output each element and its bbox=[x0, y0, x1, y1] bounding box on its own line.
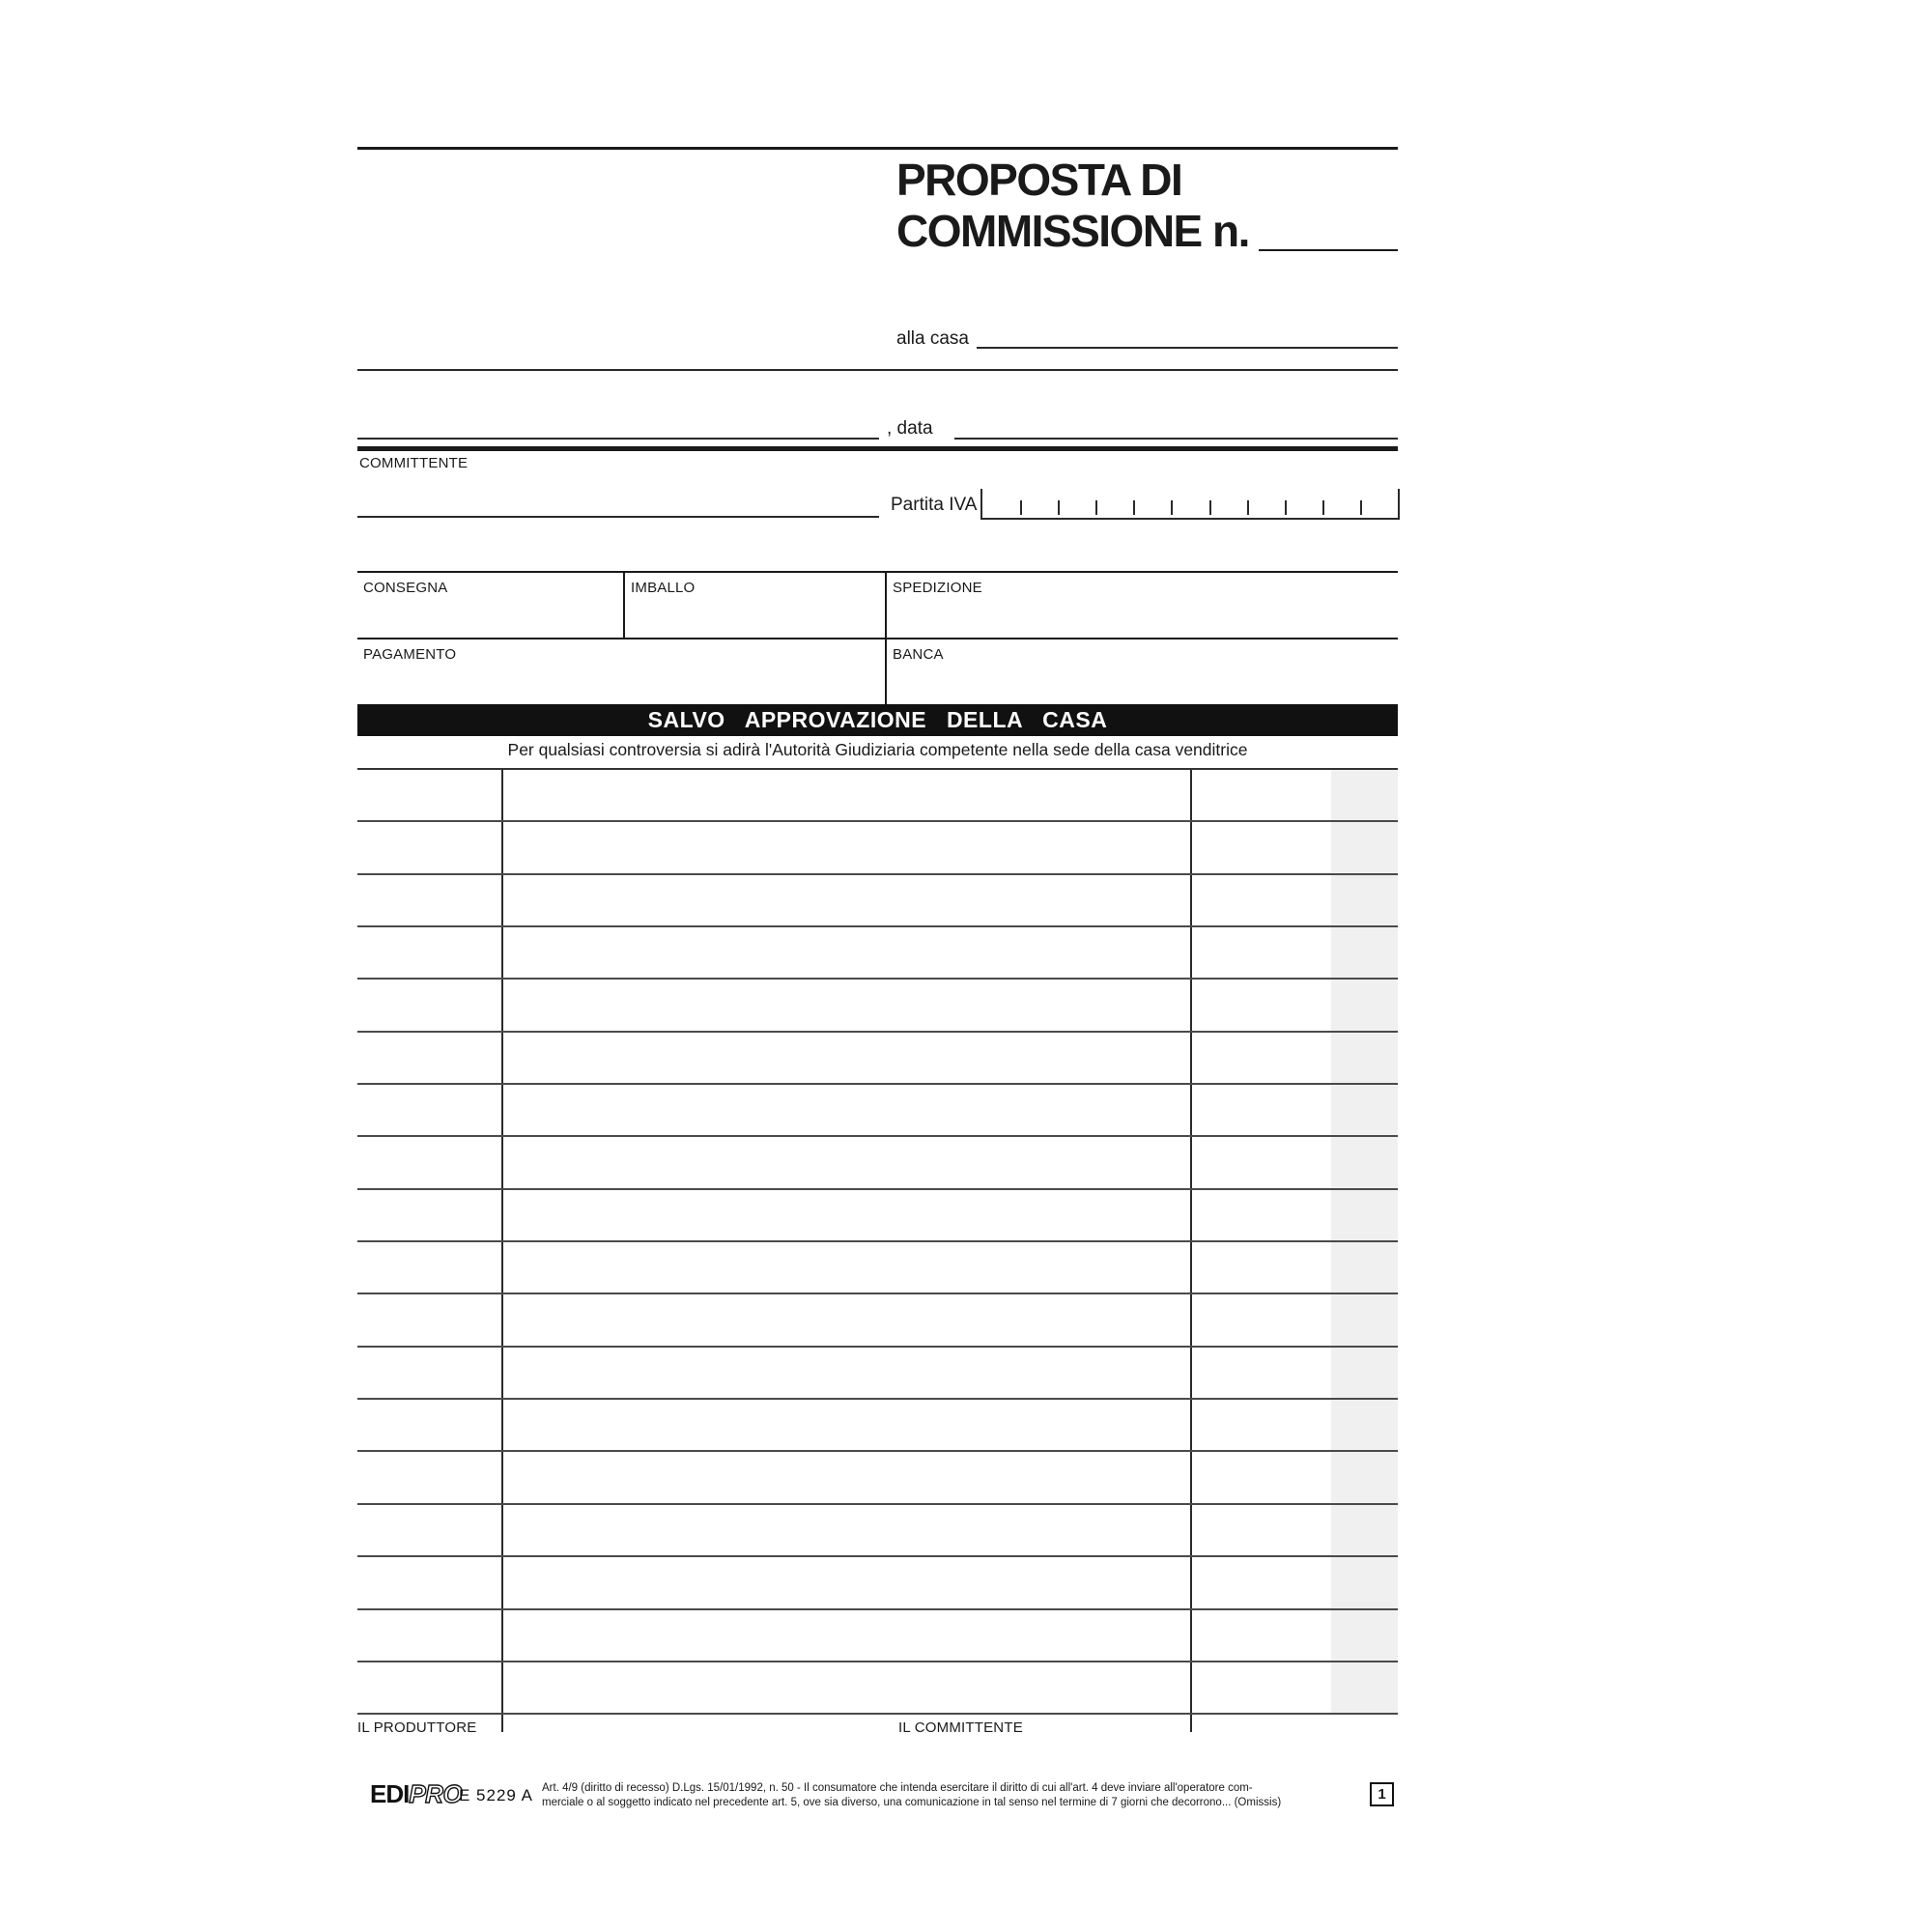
partita-iva-cell-divider bbox=[1285, 500, 1287, 515]
partita-iva-cell-divider bbox=[1095, 500, 1097, 515]
page-number-box bbox=[1370, 1782, 1394, 1806]
order-items-table bbox=[357, 768, 1398, 1715]
commission-number-field[interactable] bbox=[1259, 249, 1398, 251]
table-row[interactable] bbox=[357, 1033, 1398, 1085]
date-field[interactable] bbox=[954, 417, 1398, 440]
title-line-2 bbox=[896, 206, 1398, 257]
title-line-1: PROPOSTA DI bbox=[896, 155, 1182, 205]
alla-casa-row bbox=[896, 328, 1398, 350]
table-row[interactable] bbox=[357, 1610, 1398, 1662]
edipro-logo bbox=[370, 1780, 462, 1807]
partita-iva-cell-divider bbox=[1020, 500, 1022, 515]
info-grid-row-2 bbox=[357, 639, 1398, 708]
table-row[interactable] bbox=[357, 1505, 1398, 1557]
recipient-extra-line[interactable] bbox=[357, 349, 1398, 371]
edipro-logo-italic: PRO bbox=[409, 1779, 463, 1808]
pagamento-cell[interactable]: PAGAMENTO bbox=[357, 639, 887, 708]
footer-legal-line-1: Art. 4/9 (diritto di recesso) D.Lgs. 15/01/1992, n. 50 - Il consumatore che intenda esercitare il diritto di cui all'art. 4 deve inviare all'operatore com- bbox=[542, 1782, 1253, 1794]
partita-iva-label: Partita IVA bbox=[891, 495, 978, 515]
table-row[interactable] bbox=[357, 980, 1398, 1032]
form-title bbox=[896, 155, 1398, 257]
jurisdiction-notice: Per qualsiasi controversia si adirà l'Autorità Giudiziaria competente nella sede della casa venditrice bbox=[507, 740, 1248, 759]
table-row[interactable] bbox=[357, 1557, 1398, 1609]
producer-signature-label: IL PRODUTTORE bbox=[357, 1719, 477, 1736]
place-field[interactable] bbox=[357, 417, 879, 440]
alla-casa-label: alla casa bbox=[896, 328, 969, 349]
partita-iva-cell-divider bbox=[1209, 500, 1211, 515]
customer-signature-label: IL COMMITTENTE bbox=[898, 1719, 1023, 1736]
partita-iva-cell-divider bbox=[1058, 500, 1060, 515]
partita-iva-cell-divider bbox=[1360, 500, 1362, 515]
table-row[interactable] bbox=[357, 1085, 1398, 1137]
date-label: , data bbox=[887, 418, 933, 439]
table-row[interactable] bbox=[357, 875, 1398, 927]
partita-iva-field[interactable] bbox=[980, 489, 1400, 520]
committente-field[interactable] bbox=[357, 496, 879, 518]
table-row[interactable] bbox=[357, 1452, 1398, 1504]
edipro-logo-bold: EDI bbox=[370, 1779, 410, 1808]
approval-bar: SALVO APPROVAZIONE DELLA CASA bbox=[357, 704, 1398, 736]
footer-legal-text bbox=[542, 1781, 1326, 1809]
banca-cell[interactable]: BANCA bbox=[893, 646, 944, 663]
table-rows bbox=[357, 770, 1398, 1715]
table-row[interactable] bbox=[357, 1400, 1398, 1452]
spedizione-cell[interactable]: SPEDIZIONE bbox=[893, 580, 982, 596]
table-row[interactable] bbox=[357, 770, 1398, 822]
partita-iva-cell-divider bbox=[1133, 500, 1135, 515]
thick-divider-rule bbox=[357, 446, 1398, 451]
committente-label: COMMITTENTE bbox=[359, 455, 469, 471]
product-code: E 5229 A bbox=[459, 1786, 534, 1804]
table-row[interactable] bbox=[357, 1348, 1398, 1400]
table-row[interactable] bbox=[357, 1294, 1398, 1347]
shipping-info-grid bbox=[357, 571, 1398, 708]
table-row[interactable] bbox=[357, 1662, 1398, 1715]
table-row[interactable] bbox=[357, 1242, 1398, 1294]
consegna-cell[interactable]: CONSEGNA bbox=[357, 573, 625, 638]
footer-legal-line-2: merciale o al soggetto indicato nel precedente art. 5, ove sia diverso, una comunicazione in tal senso nel termine di 7 giorni che decorrono... (Omissis) bbox=[542, 1796, 1282, 1808]
partita-iva-cell-divider bbox=[1322, 500, 1324, 515]
partita-iva-cell-divider bbox=[1171, 500, 1173, 515]
table-row[interactable] bbox=[357, 927, 1398, 980]
table-row[interactable] bbox=[357, 1137, 1398, 1189]
table-row[interactable] bbox=[357, 822, 1398, 874]
table-row[interactable] bbox=[357, 1190, 1398, 1242]
top-rule bbox=[357, 147, 1398, 150]
title-line-2-text: COMMISSIONE n. bbox=[896, 206, 1249, 256]
page-number: 1 bbox=[1378, 1786, 1386, 1803]
partita-iva-cell-divider bbox=[1247, 500, 1249, 515]
info-grid-row-1 bbox=[357, 573, 1398, 639]
imballo-cell[interactable]: IMBALLO bbox=[625, 573, 887, 638]
